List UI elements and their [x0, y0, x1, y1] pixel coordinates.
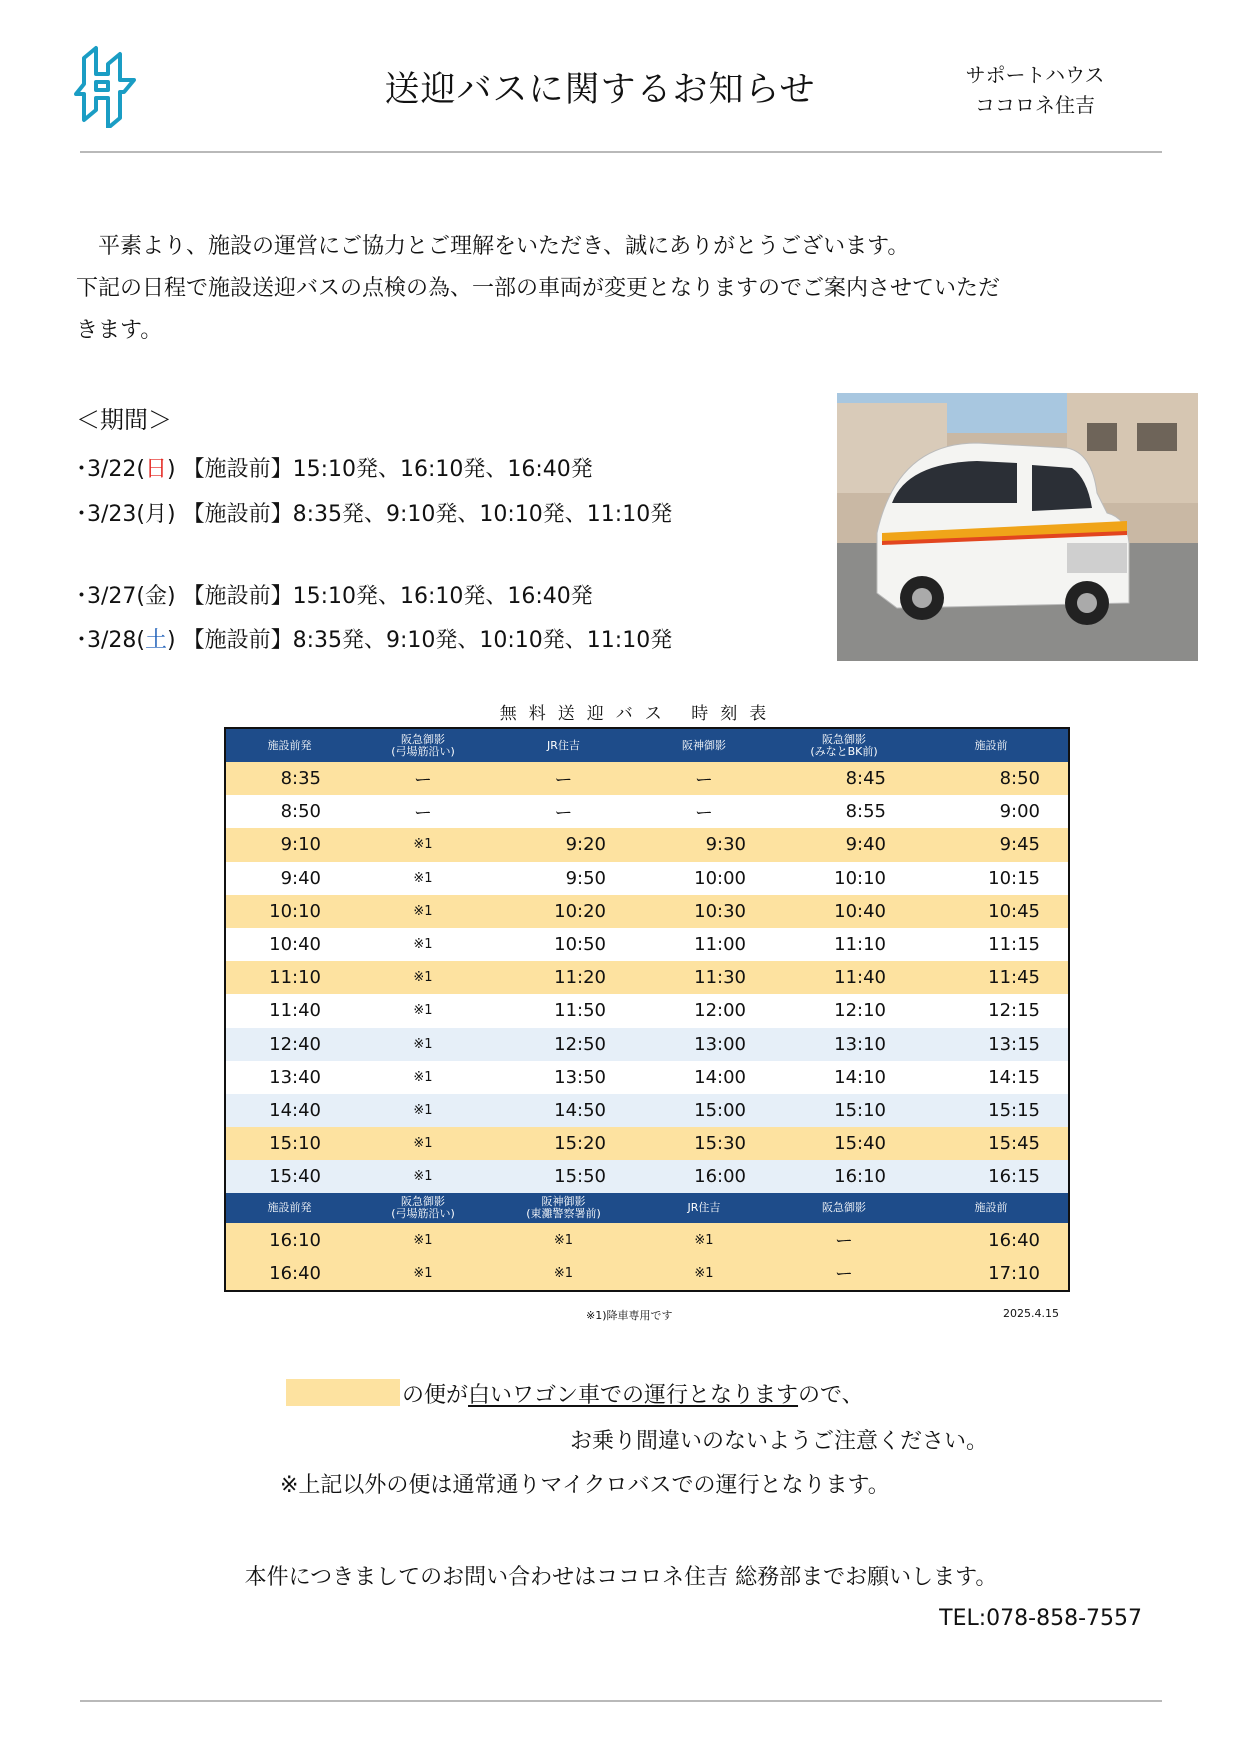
table-row [226, 762, 1068, 795]
table-cell: 8:45 [845, 768, 886, 790]
highlight-swatch [286, 1379, 400, 1406]
table-cell: ※1 [413, 1102, 433, 1118]
table-cell: 13:40 [269, 1066, 321, 1088]
table-cell [774, 1260, 914, 1286]
table-cell: ※1 [413, 870, 433, 886]
table-cell: ※1 [694, 1265, 714, 1281]
period-item: ･3/27(金) 【施設前】15:10発、16:10発、16:40発 [76, 584, 593, 609]
contact-text: 本件につきましてのお問い合わせはココロネ住吉 総務部までお願いします。 [244, 1565, 998, 1590]
dash: ー [414, 802, 432, 824]
table-cell: 10:40 [834, 900, 886, 922]
period-item: ･3/22(日) 【施設前】15:10発、16:10発、16:40発 [76, 457, 593, 482]
table-row [226, 994, 1068, 1027]
table-cell: 9:40 [845, 834, 886, 856]
table-cell: 14:40 [269, 1099, 321, 1121]
table-cell: 13:50 [554, 1066, 606, 1088]
table-cell: ※1 [413, 903, 433, 919]
header-cell: 阪急御影 (弓場筋沿い) [391, 1195, 455, 1221]
table-cell: ※1 [413, 1136, 433, 1152]
dash: ー [414, 769, 432, 791]
timetable-body-2 [226, 1223, 1068, 1289]
table-cell: ※1 [413, 1232, 433, 1248]
table-cell: 16:15 [988, 1166, 1040, 1188]
table-cell: 13:15 [988, 1033, 1040, 1055]
table-cell: 16:40 [269, 1262, 321, 1284]
table-cell: 12:15 [988, 1000, 1040, 1022]
table-cell: 14:50 [554, 1099, 606, 1121]
table-cell [634, 766, 774, 792]
notice-line-3: ※上記以外の便は通常通りマイクロバスでの運行となります。 [280, 1473, 890, 1498]
table-cell: 16:00 [694, 1166, 746, 1188]
table-cell [493, 799, 634, 825]
notice-line-1: の便が白いワゴン車での運行となりますので、 [402, 1383, 864, 1408]
dash: ー [554, 769, 573, 791]
table-row [226, 862, 1068, 895]
organization-name: サポートハウス ココロネ住吉 [965, 63, 1105, 117]
header-cell: 阪急御影 [822, 1201, 866, 1215]
table-cell: 15:20 [554, 1133, 606, 1155]
table-cell: ※1 [413, 1069, 433, 1085]
table-cell: 10:45 [988, 900, 1040, 922]
table-row [226, 1223, 1068, 1256]
dash: ー [695, 769, 713, 791]
table-cell: 16:10 [269, 1229, 321, 1251]
table-cell: 9:20 [565, 834, 606, 856]
table-cell: 15:50 [554, 1166, 606, 1188]
timetable-body [226, 762, 1068, 1193]
table-cell: 14:15 [988, 1066, 1040, 1088]
timetable-header-2 [226, 1193, 1068, 1223]
table-row [226, 1127, 1068, 1160]
table-cell: 10:50 [554, 934, 606, 956]
table-cell: ※1 [413, 970, 433, 986]
period-heading: ＜期間＞ [76, 406, 172, 434]
table-cell: 17:10 [988, 1262, 1040, 1284]
table-row [226, 1257, 1068, 1290]
intro-paragraph: 平素より、施設の運営にご協力とご理解をいただき、誠にありがとうございます。 下記の日程で施設送迎バスの点検の為、一部の車両が変更となりますのでご案内させていただ きます。 [76, 234, 1001, 343]
header-divider [80, 151, 1162, 153]
table-cell: 11:50 [554, 1000, 606, 1022]
table-cell: ※1 [413, 837, 433, 853]
table-cell [353, 766, 493, 792]
table-row [226, 1061, 1068, 1094]
header-cell: JR住吉 [547, 738, 580, 752]
table-row [226, 828, 1068, 861]
table-cell [634, 799, 774, 825]
table-cell: 10:15 [988, 867, 1040, 889]
table-cell: 15:45 [988, 1133, 1040, 1155]
header-cell: 阪神御影 (東灘警察署前) [526, 1195, 601, 1221]
table-cell: 10:10 [834, 867, 886, 889]
table-cell: 15:10 [834, 1099, 886, 1121]
table-cell: 12:10 [834, 1000, 886, 1022]
header-cell: 阪急御影 (弓場筋沿い) [391, 732, 455, 758]
table-row [226, 928, 1068, 961]
table-cell: 15:10 [269, 1133, 321, 1155]
period-item: ･3/28(土) 【施設前】8:35発、9:10発、10:10発、11:10発 [76, 628, 673, 653]
table-cell [774, 1227, 914, 1253]
table-row [226, 961, 1068, 994]
table-cell: 8:55 [845, 801, 886, 823]
table-cell: 10:00 [694, 867, 746, 889]
table-row [226, 1028, 1068, 1061]
header-cell: 阪急御影 (みなとBK前) [810, 732, 878, 758]
header-cell: JR住吉 [687, 1201, 721, 1215]
table-cell: 10:30 [694, 900, 746, 922]
table-cell: 9:00 [999, 801, 1040, 823]
footer-divider [80, 1700, 1162, 1702]
table-row [226, 1094, 1068, 1127]
table-cell: 16:10 [834, 1166, 886, 1188]
table-cell: 10:20 [554, 900, 606, 922]
table-cell: ※1 [413, 1003, 433, 1019]
table-cell: ※1 [413, 1169, 433, 1185]
table-cell: 10:10 [269, 900, 321, 922]
header-cell: 施設前 [974, 738, 1008, 752]
table-cell: 10:40 [269, 934, 321, 956]
table-cell: 12:50 [554, 1033, 606, 1055]
dash: ー [695, 802, 713, 824]
table-cell: 15:00 [694, 1099, 746, 1121]
table-cell: 11:10 [269, 967, 321, 989]
timetable-title: 無料送迎バス 時刻表 [499, 704, 779, 724]
table-cell: ※1 [553, 1265, 574, 1281]
table-row [226, 795, 1068, 828]
phone-number: TEL:078-858-7557 [939, 1606, 1142, 1631]
table-cell: ※1 [413, 937, 433, 953]
table-cell: ※1 [413, 1036, 433, 1052]
dash: ー [835, 1264, 853, 1286]
table-cell: ※1 [413, 1265, 433, 1281]
header-cell: 施設前発 [267, 1201, 312, 1215]
timetable-date: 2025.4.15 [1003, 1307, 1059, 1320]
table-cell: 9:50 [565, 867, 606, 889]
table-cell: 15:40 [269, 1166, 321, 1188]
table-cell: 9:30 [705, 834, 746, 856]
table-cell [353, 799, 493, 825]
table-row [226, 1160, 1068, 1193]
table-cell: 11:40 [269, 1000, 321, 1022]
table-cell: 14:00 [694, 1066, 746, 1088]
table-cell: 11:45 [988, 967, 1040, 989]
header-cell: 阪神御影 [682, 738, 726, 752]
dash: ー [835, 1231, 853, 1253]
table-cell: 12:40 [269, 1033, 321, 1055]
timetable-footnote: ※1)降車専用です [586, 1309, 673, 1322]
table-cell: 15:40 [834, 1133, 886, 1155]
timetable [224, 727, 1070, 1292]
table-cell: 15:30 [694, 1133, 746, 1155]
table-cell: 9:40 [280, 867, 321, 889]
table-cell: 11:00 [694, 934, 746, 956]
table-cell: 14:10 [834, 1066, 886, 1088]
table-cell: 13:00 [694, 1033, 746, 1055]
table-row [226, 895, 1068, 928]
table-cell: 13:10 [834, 1033, 886, 1055]
table-cell: 11:10 [834, 934, 886, 956]
table-cell: 16:40 [988, 1229, 1040, 1251]
table-cell: 8:50 [999, 768, 1040, 790]
notice-line-2: お乗り間違いのないようご注意ください。 [570, 1429, 989, 1454]
table-cell [493, 766, 634, 792]
table-cell: 8:50 [280, 801, 321, 823]
white-wagon-photo [837, 393, 1198, 661]
table-cell: 12:00 [694, 1000, 746, 1022]
table-cell: 8:35 [280, 768, 321, 790]
timetable-header [226, 729, 1068, 762]
table-cell: 11:20 [554, 967, 606, 989]
table-cell: 11:40 [834, 967, 886, 989]
page-title: 送迎バスに関するお知らせ [384, 70, 816, 110]
dash: ー [554, 802, 573, 824]
period-item: ･3/23(月) 【施設前】8:35発、9:10発、10:10発、11:10発 [76, 502, 673, 527]
table-cell: 9:45 [999, 834, 1040, 856]
table-cell: 9:10 [280, 834, 321, 856]
header-cell: 施設前発 [267, 738, 312, 752]
table-cell: ※1 [694, 1232, 714, 1248]
table-cell: 15:15 [988, 1099, 1040, 1121]
table-cell: 11:30 [694, 967, 746, 989]
header-cell: 施設前 [974, 1201, 1008, 1215]
table-cell: 11:15 [988, 934, 1040, 956]
table-cell: ※1 [553, 1232, 574, 1248]
